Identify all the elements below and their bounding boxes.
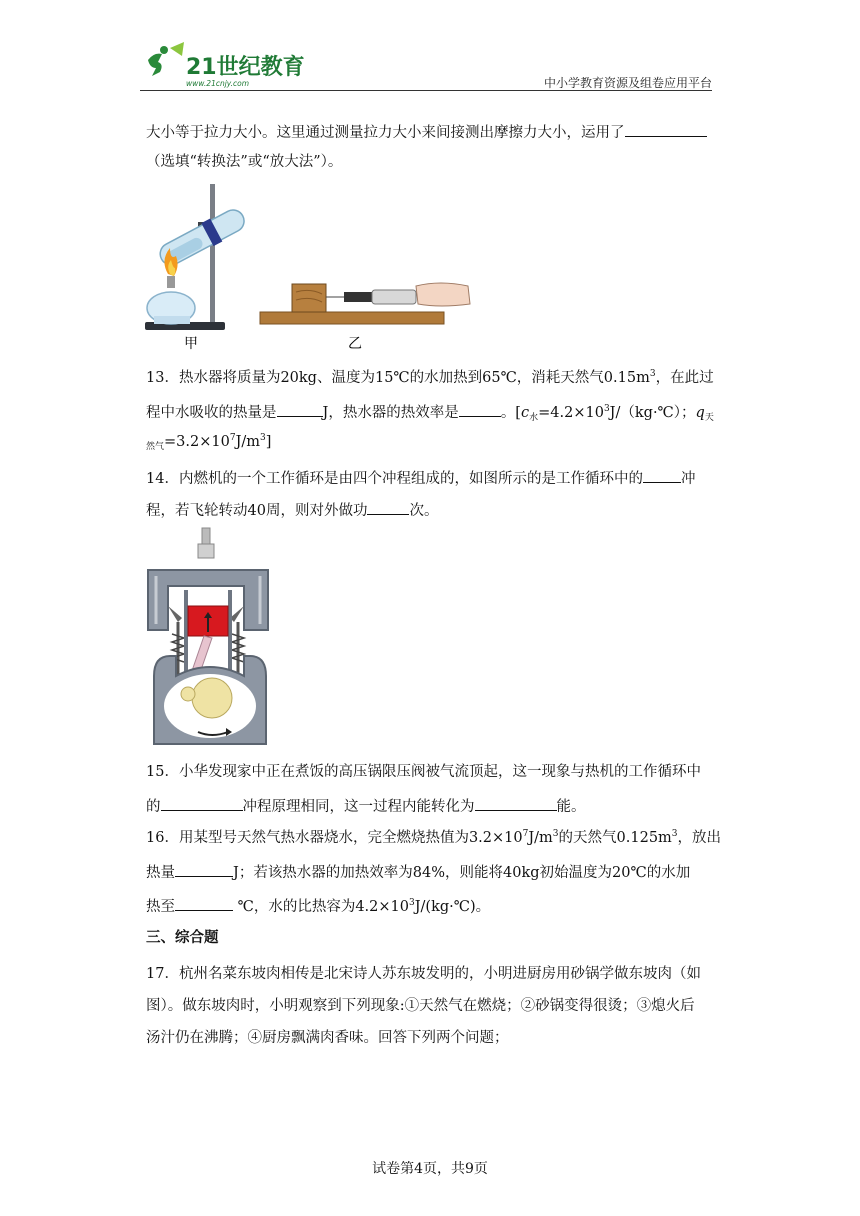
section-title: 三、综合题 <box>146 929 219 946</box>
q13-line3: $_{然气}=3.2\times 10^7J/m^3$] <box>146 433 272 452</box>
logo-url: www.21cnjy.com <box>186 79 250 88</box>
crankshaft <box>192 678 232 718</box>
q16-line1: 16．用某型号天然气热水器烧水，完全燃烧热值为$3.2\times 10^7J/m^3$的天然气$0.125m^3$，放出 <box>146 829 722 846</box>
site-logo <box>140 40 310 90</box>
q16-line3: 热至 ℃，水的比热容为$4.2\times 10^3J/(kg\cdot℃)$。 <box>146 894 490 917</box>
stand-rod <box>210 184 215 328</box>
q12-text1: 大小等于拉力大小。这里通过测量拉力大小来间接测出摩擦力大小，运用了 <box>146 125 625 141</box>
q15-line1: 15．小华发现家中正在煮饭的高压锅限压阀被气流顶起，这一现象与热机的工作循环中 <box>146 764 701 780</box>
page-header <box>140 40 712 92</box>
wood-board <box>260 312 444 324</box>
q14-line2: 程，若飞轮转动40周，则对外做功 次。 <box>146 498 438 521</box>
spring-scale <box>372 290 416 304</box>
hand <box>416 283 470 306</box>
scale-hook <box>344 292 372 302</box>
q14-line1: 14．内燃机的一个工作循环是由四个冲程组成的，如图所示的是工作循环中的 冲 <box>146 466 695 489</box>
q17-line1: 17．杭州名菜东坡肉相传是北宋诗人苏东坡发明的，小明进厨房用砂锅学做东坡肉（如 <box>146 966 701 982</box>
q12-blank <box>625 120 707 137</box>
spark-plug <box>202 528 210 544</box>
logo-text: 21世纪教育 <box>186 55 305 80</box>
page-footer: 试卷第4页，共9页 <box>372 1161 488 1177</box>
q13-line2: 程中水吸收的热量是 J，热水器的热效率是 。[$c_水=4.2\times 10^3J/(kg\cdot℃)$；$q_天$ <box>146 400 714 423</box>
q12-line2: （选填“转换法”或“放大法”）。 <box>146 154 343 170</box>
q16-line2: 热量 J；若该热水器的加热效率为84%，则能将40kg初始温度为20℃的水加 <box>146 860 690 883</box>
header-divider <box>140 90 712 91</box>
q12-line1 <box>146 120 707 143</box>
q15-line2: 的 冲程原理相同，这一过程内能转化为 能。 <box>146 794 586 817</box>
platform-name: 中小学教育资源及组卷应用平台 <box>543 76 712 90</box>
engine-figure <box>140 526 280 752</box>
label-yi: 乙 <box>348 336 362 352</box>
figure-12 <box>140 182 480 352</box>
q17-line3: 汤汁仍在沸腾；④厨房飘满肉香味。回答下列两个问题； <box>146 1030 509 1046</box>
q17-line2: 图）。做东坡肉时，小明观察到下列现象:①天然气在燃烧；②砂锅变得很烫；③熄火后 <box>146 998 695 1014</box>
label-jia: 甲 <box>184 336 198 352</box>
q13-line1: 13．热水器将质量为20kg、温度为15℃的水加热到65℃，消耗天然气$0.15m^3$，在此过 <box>146 369 714 386</box>
